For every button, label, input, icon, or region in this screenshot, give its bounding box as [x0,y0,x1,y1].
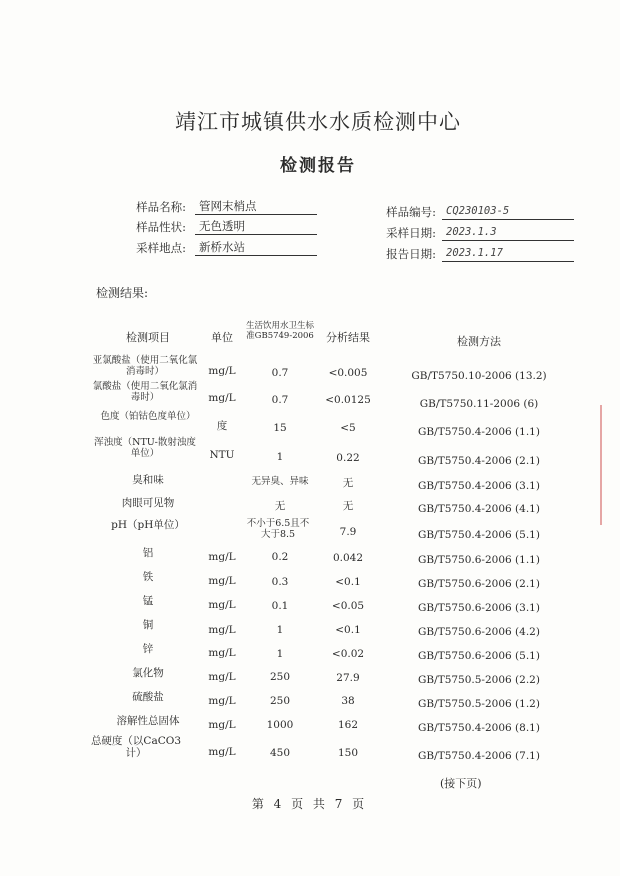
header-method: 检测方法 [457,335,501,348]
row-item: 锌 [142,643,154,655]
row-method: GB/T5750.4-2006 (5.1) [418,529,540,541]
row-result: <0.1 [335,624,361,636]
row-method: GB/T5750.10-2006 (13.2) [411,370,547,382]
row-standard: 450 [269,747,291,759]
sample-name-label: 样品名称: [136,200,186,214]
row-item: 锰 [142,595,154,607]
row-standard: 250 [269,695,291,707]
header-item: 检测项目 [126,331,170,344]
row-standard: 无 [274,500,286,512]
row-unit: mg/L [208,624,236,636]
row-item: 铁 [142,571,154,583]
report-date-label: 报告日期: [386,247,436,261]
row-unit: 度 [216,420,228,432]
sample-name-value: 管网末梢点 [195,199,317,215]
sampling-site-value: 新桥水站 [195,240,317,256]
header-unit: 单位 [211,331,233,344]
row-result: 无 [342,500,354,512]
row-unit: mg/L [208,719,236,731]
row-result: 7.9 [339,526,357,538]
row-method: GB/T5750.4-2006 (2.1) [418,455,540,467]
row-standard: 0.7 [271,367,289,379]
sample-nature-value: 无色透明 [195,219,317,235]
row-result: 0.042 [332,552,364,564]
row-method: GB/T5750.6-2006 (3.1) [418,602,540,614]
row-result: <0.05 [331,600,365,612]
row-item: 亚氯酸盐（使用二氧化氯消毒时） [92,355,198,377]
row-result: 150 [337,747,359,759]
row-standard: 250 [269,671,291,683]
sampling-site-label: 采样地点: [136,241,186,255]
report-date-value: 2023.1.17 [442,246,574,262]
row-result: <0.005 [328,367,368,379]
row-standard: 0.2 [271,551,289,563]
row-method: GB/T5750.6-2006 (4.2) [418,626,540,638]
row-method: GB/T5750.4-2006 (8.1) [418,722,540,734]
row-item: 总硬度（以CaCO3计） [90,735,182,759]
row-result: 无 [342,477,354,489]
row-standard: 1 [276,648,284,660]
row-unit: mg/L [208,746,236,758]
row-result: <0.02 [331,648,365,660]
row-result: <0.1 [335,576,361,588]
row-standard: 无异臭、异味 [251,476,309,487]
report-title: 检测报告 [280,156,356,176]
row-item: 氯化物 [132,667,164,679]
row-result: <5 [340,422,356,434]
row-result: 38 [341,695,355,707]
row-standard: 1 [276,451,284,463]
row-result: 27.9 [336,672,360,684]
row-unit: NTU [209,449,235,461]
row-method: GB/T5750.5-2006 (2.2) [418,674,540,686]
row-method: GB/T5750.4-2006 (3.1) [418,480,540,492]
row-unit: mg/L [208,599,236,611]
continued-note: (接下页) [440,777,482,790]
row-item: 色度（铂钴色度单位） [100,411,196,422]
row-standard: 1 [276,624,284,636]
row-method: GB/T5750.6-2006 (2.1) [418,578,540,590]
stamp-edge [600,405,620,525]
row-item: 铜 [142,619,154,631]
row-result: <0.0125 [325,394,371,406]
row-standard: 1000 [266,719,294,731]
row-result: 162 [337,719,359,731]
row-item: 臭和味 [132,474,164,486]
row-item: 溶解性总固体 [116,715,180,727]
row-item: 肉眼可见物 [121,497,175,509]
row-standard: 0.3 [271,576,289,588]
row-unit: mg/L [208,392,236,404]
row-standard: 不小于6.5且不大于8.5 [246,518,310,540]
sampling-date-label: 采样日期: [386,226,436,240]
row-item: 浑浊度（NTU-散射浊度单位） [94,437,196,459]
row-item: 氯酸盐（使用二氧化氯消毒时） [92,381,198,403]
org-title: 靖江市城镇供水水质检测中心 [175,110,461,134]
row-method: GB/T5750.4-2006 (1.1) [418,426,540,438]
row-method: GB/T5750.4-2006 (7.1) [418,750,540,762]
sample-nature-label: 样品性状: [136,220,186,234]
page-number: 第 4 页 共 7 页 [251,797,365,811]
row-method: GB/T5750.4-2006 (4.1) [418,503,540,515]
row-unit: mg/L [208,695,236,707]
row-item: pH（pH单位） [111,519,185,531]
row-unit: mg/L [208,647,236,659]
sample-number-label: 样品编号: [386,205,436,219]
row-method: GB/T5750.6-2006 (1.1) [418,554,540,566]
row-method: GB/T5750.11-2006 (6) [419,398,539,410]
row-method: GB/T5750.5-2006 (1.2) [418,698,540,710]
sample-number-value: CQ230103-5 [442,204,574,220]
row-standard: 0.1 [271,600,289,612]
header-result: 分析结果 [326,331,370,344]
row-standard: 0.7 [271,394,289,406]
header-standard: 生活饮用水卫生标准GB5749-2006 [245,321,314,341]
row-method: GB/T5750.6-2006 (5.1) [418,650,540,662]
row-unit: mg/L [208,575,236,587]
row-unit: mg/L [208,671,236,683]
results-section-label: 检测结果: [96,286,149,300]
sampling-date-value: 2023.1.3 [442,225,574,241]
row-unit: mg/L [208,365,236,377]
row-result: 0.22 [336,452,360,464]
row-standard: 15 [273,422,287,434]
row-item: 铝 [142,547,154,559]
row-unit: mg/L [208,551,236,563]
row-item: 硫酸盐 [132,691,164,703]
